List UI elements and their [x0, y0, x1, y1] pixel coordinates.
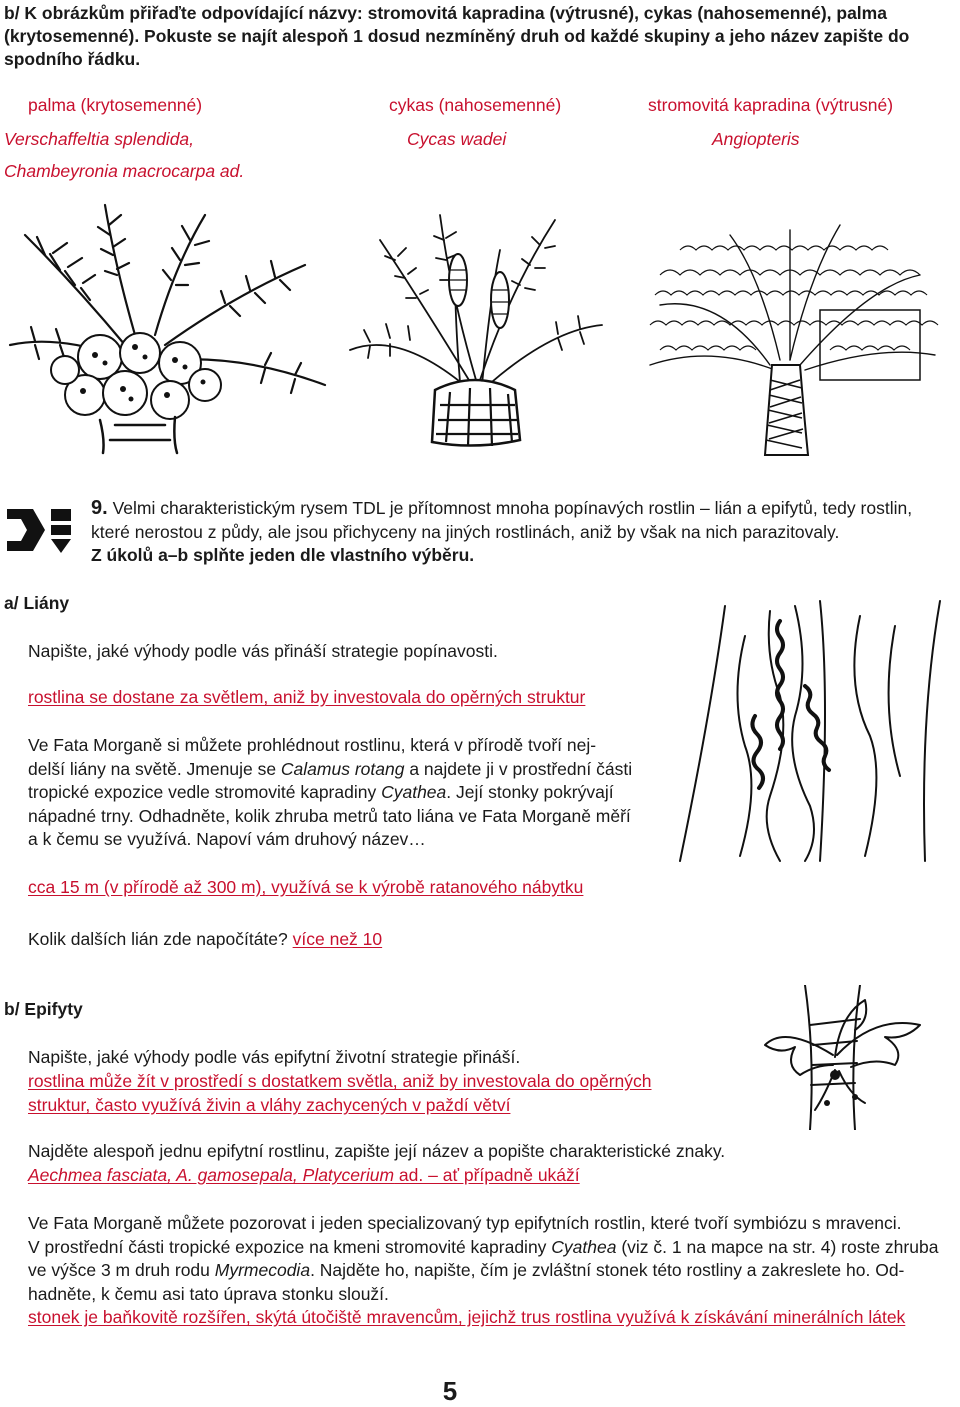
label-palm: palma (krytosemenné) [28, 95, 203, 115]
epiphytes-answer-3: stonek je baňkovitě rozšířen, skýtá útočiště mravencům, jejichž trus rostlina využívá k získávání minerálních látek [28, 1307, 906, 1327]
liana-illustration [670, 596, 955, 866]
tree-fern-illustration [640, 215, 940, 460]
label-cycad: cykas (nahosemenné) [389, 95, 562, 115]
epiphytes-heading: b/ Epifyty [4, 999, 83, 1019]
task9-instruction: Z úkolů a–b splňte jeden dle vlastního výběru. [91, 545, 475, 565]
epiphytes-text: . Najděte ho, napište, čím je zvláštní stonek této rostliny a zakreslete ho. Od- [310, 1260, 905, 1280]
lianas-text: tropické expozice vedle stromovité kapradiny [28, 782, 382, 802]
epiphytes-answer-1a: rostlina může žít v prostředí s dostatkem světla, aniž by investovala do opěrných [28, 1071, 652, 1091]
species-tree-fern: Angiopteris [712, 129, 800, 149]
lianas-question-3-line [28, 928, 382, 952]
genus-myrmecodia: Myrmecodia [214, 1260, 311, 1280]
genus-cyathea: Cyathea [381, 782, 447, 802]
lianas-answer-3: více než 10 [292, 929, 383, 949]
task-icon [5, 505, 73, 555]
lianas-line-5: a k čemu se využívá. Napoví vám druhový název… [28, 829, 426, 849]
species-palm: Verschaffeltia splendida, [4, 129, 195, 149]
epiphytes-text: ve výšce 3 m druh rodu [28, 1260, 215, 1280]
lianas-text: delší liány na světě. Jmenuje se [28, 758, 281, 779]
epiphytes-paragraph [28, 1212, 948, 1306]
epiphytes-line-2 [28, 1236, 948, 1260]
epiphytes-line-3 [28, 1259, 948, 1283]
epiphytes-question-2: Najděte alespoň jednu epifytní rostlinu, zapište její název a popište charakteristické znaky. [28, 1141, 726, 1161]
epiphytes-answer-2-species: Aechmea fasciata, A. gamosepala, Platycerium [28, 1165, 395, 1185]
epiphytes-text: V prostřední části tropické expozice na kmeni stromovité kapradiny [28, 1236, 552, 1257]
palm-illustration [5, 195, 335, 455]
species-cycad: Cycas wadei [407, 129, 507, 149]
epiphyte-illustration [755, 985, 935, 1130]
epiphytes-question-1: Napište, jaké výhody podle vás epifytní životní strategie přináší. [28, 1047, 521, 1067]
species-calamus: Calamus rotang [280, 758, 405, 779]
task-b-heading: b/ K obrázkům přiřaďte odpovídající názvy: stromovitá kapradina (výtrusné), cykas (nahosemenné), palma (krytosemenné). Pokuste se najít alespoň 1 dosud nezmíněný druh od každé skupiny a jeho název zapište do spodního řádku. [4, 3, 910, 69]
lianas-text: a najdete ji v prostřední části [404, 758, 633, 779]
epiphytes-answer-2-line [28, 1164, 580, 1188]
task9-number: 9. [91, 497, 108, 519]
lianas-heading: a/ Liány [4, 593, 70, 613]
epiphytes-text: (viz č. 1 na mapce na str. 4) roste zhruba [616, 1236, 939, 1257]
lianas-question-1: Napište, jaké výhody podle vás přináší strategie popínavosti. [28, 641, 498, 661]
page-number: 5 [442, 1376, 458, 1406]
lianas-text: . Její stonky pokrývají [446, 782, 614, 802]
epiphytes-answer-2-rest: ad. – ať případně ukáží [394, 1165, 580, 1185]
epiphytes-line-4: hadněte, k čemu asi tato úprava stonku slouží. [28, 1283, 389, 1304]
lianas-line-1: Ve Fata Morganě si můžete prohlédnout rostlinu, která v přírodě tvoří nej- [28, 735, 597, 755]
task9-text: Velmi charakteristickým rysem TDL je přítomnost mnoha popínavých rostlin – lián a epifytů, tedy rostlin, které nerostou z půdy, ale jsou přichyceny na jiných rostlinách, aniž by však na nich parazitovaly. [91, 498, 913, 542]
species-palm-extra: Chambeyronia macrocarpa ad. [4, 161, 245, 181]
lianas-line-3 [28, 781, 678, 805]
epiphytes-line-1: Ve Fata Morganě můžete pozorovat i jeden specializovaný typ epifytních rostlin, které tvoří symbiózu s mravenci. [28, 1213, 902, 1233]
lianas-answer-2: cca 15 m (v přírodě až 300 m), využívá se k výrobě ratanového nábytku [28, 877, 584, 897]
lianas-question-3: Kolik dalších lián zde napočítáte? [28, 929, 288, 949]
lianas-line-2 [28, 758, 678, 782]
lianas-paragraph [28, 734, 678, 852]
lianas-answer-1: rostlina se dostane za světlem, aniž by investovala do opěrných struktur [28, 687, 586, 707]
task9-paragraph [91, 497, 951, 544]
label-tree-fern: stromovitá kapradina (výtrusné) [648, 95, 894, 115]
genus-cyathea: Cyathea [551, 1236, 617, 1257]
epiphytes-answer-1b: struktur, často využívá živin a vláhy zachycených v paždí větví [28, 1095, 511, 1115]
lianas-line-4: nápadné trny. Odhadněte, kolik zhruba metrů tato liána ve Fata Morganě měří [28, 805, 631, 826]
cycad-illustration [340, 210, 610, 455]
